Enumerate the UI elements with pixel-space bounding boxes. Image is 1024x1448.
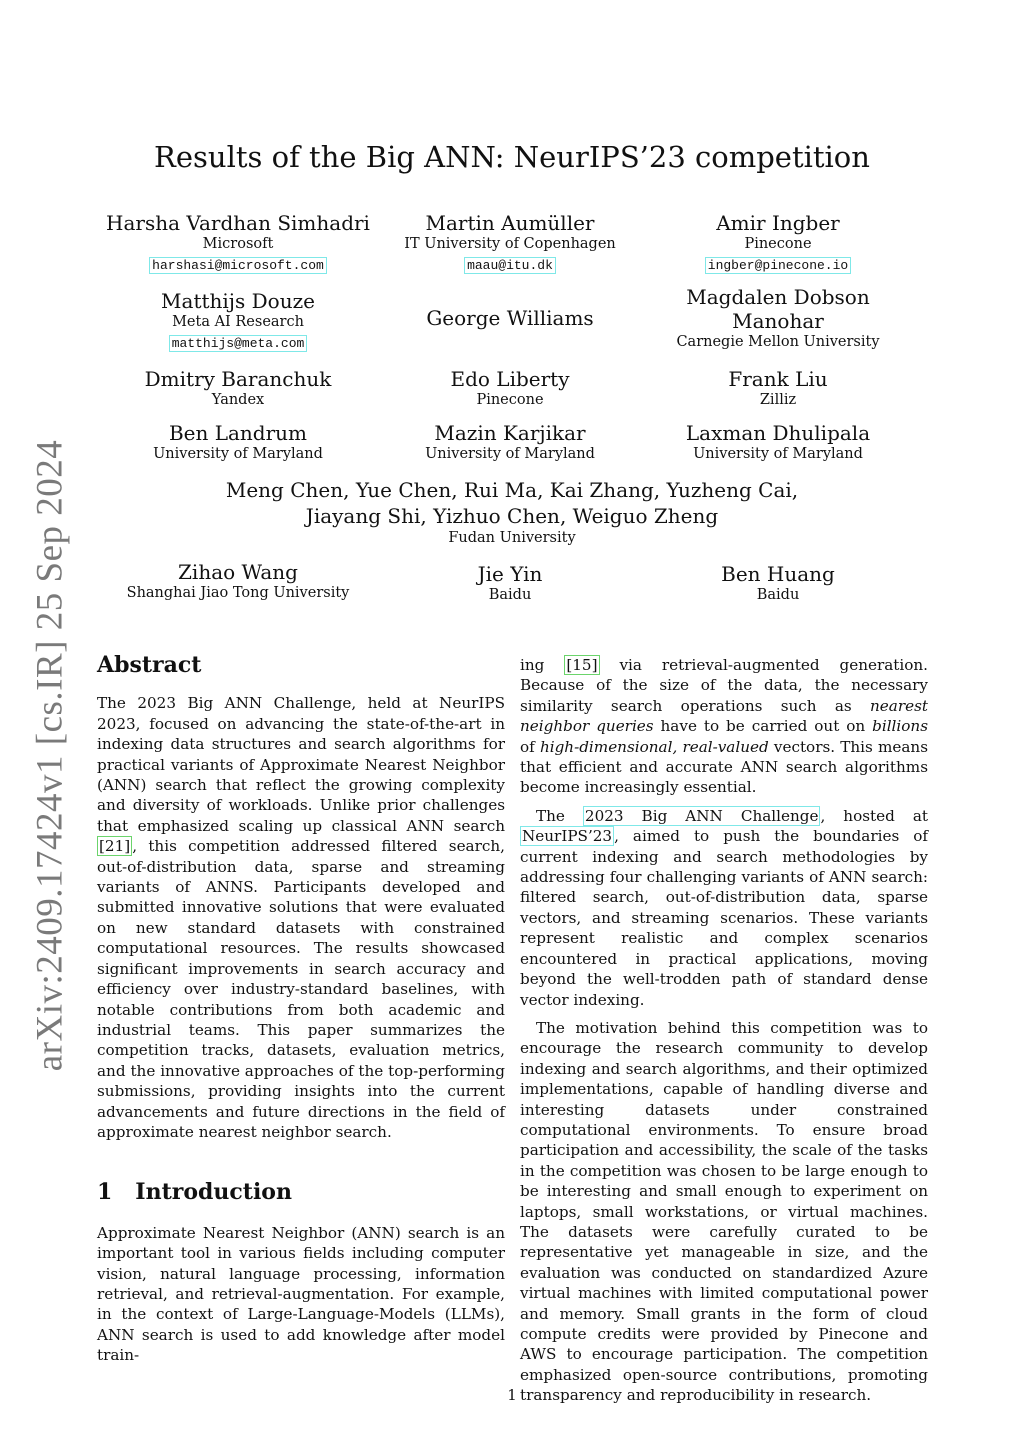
- page-number: 1: [507, 1386, 517, 1404]
- author-affiliation: University of Maryland: [693, 446, 863, 462]
- abstract-text-end: , this competition addressed filtered search, out-of-distribution data, sparse and streaming variants of ANNS. Participants developed and submitted innovative solutions that were evaluated on new standard datasets with constrained computational resources. The results showcased significant improvements in search accuracy and efficiency over industry-standard baselines, with notable contributions from both academic and industrial teams. This paper summarizes the competition tracks, datasets, evaluation metrics, and the innovative approaches of the top-performing submissions, providing insights into the current advancements and future directions in the field of approximate nearest neighbor search.: [97, 837, 505, 1141]
- author-email-link[interactable]: matthijs@meta.com: [169, 335, 308, 352]
- intro-paragraph-1-continued: [520, 655, 928, 798]
- author-name: Martin Aumüller: [425, 211, 595, 235]
- text-run: via retrieval-augmented generation. Because of the size of the data, the necessary similarity search operations such as: [520, 656, 928, 715]
- author-block: [88, 211, 388, 274]
- author-names-line2: Jiayang Shi, Yizhuo Chen, Weiguo Zheng: [305, 504, 719, 528]
- text-run: have to be carried out on: [653, 717, 873, 736]
- author-email-link[interactable]: ingber@pinecone.io: [705, 257, 851, 274]
- citation-link[interactable]: [21]: [99, 837, 131, 856]
- author-block: [628, 562, 928, 605]
- author-name: Ben Landrum: [168, 421, 308, 445]
- abstract-heading: Abstract: [97, 652, 202, 678]
- author-affiliation: Pinecone: [744, 236, 812, 252]
- text-run: ing: [520, 656, 565, 674]
- author-affiliation: Zilliz: [759, 392, 797, 408]
- author-name: Laxman Dhulipala: [685, 421, 871, 445]
- author-email-link[interactable]: harshasi@microsoft.com: [149, 257, 327, 274]
- author-block: [88, 560, 388, 603]
- author-block: [88, 289, 388, 352]
- author-affiliation: Microsoft: [202, 236, 274, 252]
- text-run: , aimed to push the boundaries of current indexing and search methodologies by addressing four challenging variants of ANN search: filtered search, out-of-distribution data, sparse vectors, and streaming scenarios. These variants represent realistic and complex scenarios encountered in practical applications, moving beyond the well-trodden path of standard dense vector indexing.: [520, 827, 928, 1009]
- author-affiliation: Fudan University: [448, 530, 576, 546]
- author-name: Jie Yin: [477, 562, 543, 586]
- arxiv-stamp-text: arXiv:2409.17424v1 [cs.IR] 25 Sep 2024: [29, 439, 71, 1071]
- author-affiliation: Shanghai Jiao Tong University: [126, 585, 350, 601]
- author-block: [360, 306, 660, 330]
- citation-link[interactable]: [15]: [566, 656, 598, 674]
- intro-paragraph-1: Approximate Nearest Neighbor (ANN) search is an important tool in various fields including computer vision, natural language processing, information retrieval, and retrieval-augmentation. For example, in the context of Large-Language-Models (LLMs), ANN search is used to add knowledge after model train-: [97, 1223, 505, 1365]
- neurips-link[interactable]: NeurIPS’23: [522, 827, 613, 846]
- emphasis-text: billions: [872, 717, 928, 736]
- author-affiliation: University of Maryland: [425, 446, 595, 462]
- arxiv-stamp: [18, 439, 82, 1071]
- author-block: [88, 421, 388, 464]
- author-block: [360, 367, 660, 410]
- paper-title: Results of the Big ANN: NeurIPS’23 competition: [154, 140, 870, 174]
- author-affiliation: IT University of Copenhagen: [404, 236, 616, 252]
- author-block: [360, 562, 660, 605]
- intro-paragraph-3: The motivation behind this competition was to encourage the research community to develop indexing and search algorithms, and their optimized implementations, capable of handling diverse and interesting datasets under constrained computational environments. To ensure broad participation and accessibility, the scale of the tasks in the competition was chosen to be large enough to be interesting and small enough to experiment on laptops, small workstations, or virtual machines. The datasets were carefully curated to be representative yet manageable in size, and the evaluation was conducted on standardized Azure virtual machines with limited computational power and memory. Small grants in the form of cloud compute credits were provided by Pinecone and AWS to encourage participation. The competition emphasized open-source contributions, promoting transparency and reproducibility in research.: [520, 1018, 928, 1405]
- author-name: Matthijs Douze: [161, 289, 315, 313]
- author-name: Edo Liberty: [450, 367, 570, 391]
- author-name: Dmitry Baranchuk: [144, 367, 332, 391]
- author-affiliation: Baidu: [488, 587, 532, 603]
- author-name: George Williams: [426, 306, 594, 330]
- author-name: Amir Ingber: [716, 211, 840, 235]
- abstract-paragraph: [97, 693, 505, 1142]
- introduction-heading: [97, 1179, 505, 1206]
- author-affiliation: Pinecone: [476, 392, 544, 408]
- author-block: [628, 285, 928, 352]
- author-block: [360, 211, 660, 274]
- author-affiliation: Carnegie Mellon University: [676, 334, 880, 350]
- author-name: Zihao Wang: [178, 560, 298, 584]
- text-run: , hosted at: [820, 806, 928, 825]
- text-run: vectors. This means that efficient and accurate ANN search algorithms become increasingly essential.: [520, 737, 928, 797]
- text-run: of: [520, 737, 540, 756]
- author-name-line1: Magdalen Dobson: [686, 285, 870, 309]
- author-email-link[interactable]: maau@itu.dk: [464, 257, 556, 274]
- author-affiliation: Yandex: [211, 392, 265, 408]
- author-affiliation: Meta AI Research: [172, 314, 304, 330]
- author-name: Mazin Karjikar: [434, 421, 586, 445]
- author-affiliation: University of Maryland: [153, 446, 323, 462]
- author-name: Ben Huang: [721, 562, 835, 586]
- author-group-fudan: [0, 477, 1024, 547]
- author-block: [88, 367, 388, 410]
- author-affiliation: Baidu: [756, 587, 800, 603]
- author-names-line1: Meng Chen, Yue Chen, Rui Ma, Kai Zhang, Yuzheng Cai,: [225, 478, 799, 502]
- author-block: [360, 421, 660, 464]
- author-block: [628, 211, 928, 274]
- author-name: Frank Liu: [728, 367, 828, 391]
- section-title: Introduction: [135, 1179, 292, 1206]
- emphasis-text: nearest neighbor queries: [520, 696, 928, 736]
- right-column: [520, 655, 928, 1406]
- author-name-line2: Manohar: [732, 309, 824, 333]
- author-block: [628, 421, 928, 464]
- left-column: [97, 652, 505, 1366]
- abstract-text-start: The 2023 Big ANN Challenge, held at NeurIPS 2023, focused on advancing the state-of-the-art in indexing data structures and search algorithms for practical variants of Approximate Nearest Neighbor (ANN) search that reflect the growing complexity and diversity of workloads. Unlike prior challenges that emphasized scaling up classical ANN search: [97, 694, 505, 835]
- intro-paragraph-2: [520, 806, 928, 1010]
- author-block: [628, 367, 928, 410]
- emphasis-text: high-dimensional, real-valued: [539, 737, 769, 756]
- section-number: 1: [97, 1179, 113, 1206]
- author-name: Harsha Vardhan Simhadri: [106, 211, 370, 235]
- big-ann-challenge-link[interactable]: 2023 Big ANN Challenge: [584, 806, 819, 825]
- text-run: The: [536, 806, 583, 825]
